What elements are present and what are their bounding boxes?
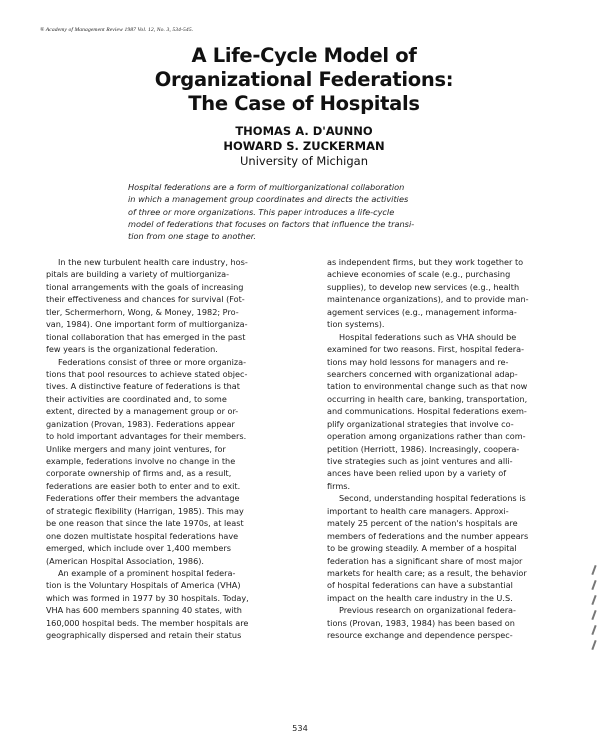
text-line: An example of a prominent hospital federa- xyxy=(58,567,236,578)
text-line: 160,000 hospital beds. The member hospitals are xyxy=(46,617,249,628)
text-line: tion is the Voluntary Hospitals of America (VHA) xyxy=(46,580,241,591)
text-line: federation has a significant share of most major xyxy=(327,555,523,566)
text-line: (American Hospital Association, 1986). xyxy=(46,555,205,566)
text-line: ganization (Provan, 1983). Federations appear xyxy=(46,418,235,429)
author-block xyxy=(0,124,600,169)
author-affiliation: University of Michigan xyxy=(240,154,368,168)
text-line: one dozen multistate hospital federations have xyxy=(46,530,239,541)
text-line: operation among organizations rather than com- xyxy=(327,431,526,442)
text-line: petition (Herriott, 1986). Increasingly, coopera- xyxy=(327,443,520,454)
text-line: Previous research on organizational federa- xyxy=(339,605,516,616)
text-line: tional arrangements with the goals of increasing xyxy=(46,281,244,292)
text-line: examined for two reasons. First, hospital federa- xyxy=(327,344,525,355)
text-line: agement services (e.g., management informa- xyxy=(327,306,517,317)
text-line: tions may hold lessons for managers and re- xyxy=(327,356,509,367)
text-line: Unlike mergers and many joint ventures, for xyxy=(46,443,226,454)
text-line: plify organizational strategies that involve co- xyxy=(327,418,514,429)
text-line: occurring in health care, banking, transportation, xyxy=(327,393,528,404)
text-line: to be growing steadily. A member of a hospital xyxy=(327,543,517,554)
text-line: tives. A distinctive feature of federations is that xyxy=(46,381,240,392)
text-line: Federations offer their members the advantage xyxy=(46,493,240,504)
article-title xyxy=(0,44,600,116)
text-line: ances have been relied upon by a variety of xyxy=(327,468,507,479)
text-line: tions that pool resources to achieve stated objec- xyxy=(46,368,248,379)
text-line: emerged, which include over 1,400 members xyxy=(46,543,231,554)
text-line: supplies), to develop new services (e.g., health xyxy=(327,281,520,292)
abstract-line: model of federations that focuses on factors that influence the transi- xyxy=(128,218,415,229)
body-column-left xyxy=(46,256,308,642)
text-line: their activities are coordinated and, to some xyxy=(46,393,227,404)
abstract xyxy=(128,181,536,242)
text-line: of hospital federations can have a substantial xyxy=(327,580,513,591)
text-line: and communications. Hospital federations exem- xyxy=(327,406,527,417)
text-line: to hold important advantages for their members. xyxy=(46,431,247,442)
text-line: corporate ownership of firms and, as a result, xyxy=(46,468,232,479)
abstract-line: of three or more organizations. This paper introduces a life-cycle xyxy=(128,206,395,217)
text-line: resource exchange and dependence perspec- xyxy=(327,630,513,641)
text-line: extent, directed by a management group or or- xyxy=(46,406,239,417)
text-line: as independent firms, but they work together to xyxy=(327,257,524,267)
title-line: A Life-Cycle Model of xyxy=(191,44,417,67)
text-line: geographically dispersed and retain their status xyxy=(46,630,242,641)
text-line: firms. xyxy=(327,480,351,491)
page-number: 534 xyxy=(292,723,308,733)
text-line: mately 25 percent of the nation's hospitals are xyxy=(327,518,518,529)
text-line: tive strategies such as joint ventures and alli- xyxy=(327,456,513,466)
text-line: VHA has 600 members spanning 40 states, with xyxy=(46,605,242,616)
abstract-line: tion from one stage to another. xyxy=(128,231,256,242)
journal-citation: ® Academy of Management Review 1987 Vol. 12, No. 3, 534-545. xyxy=(40,27,194,33)
text-line: tions (Provan, 1983, 1984) has been based on xyxy=(327,617,515,628)
text-line: impact on the health care industry in the U.S. xyxy=(327,592,513,603)
text-line: searchers concerned with organizational adap- xyxy=(327,368,518,379)
text-line: Second, understanding hospital federations is xyxy=(339,493,526,504)
text-line: maintenance organizations), and to provide man- xyxy=(327,294,529,305)
body-column-right xyxy=(327,256,589,642)
text-line: of strategic flexibility (Harrigan, 1985). This may xyxy=(46,505,244,516)
text-line: which was formed in 1977 by 30 hospitals. Today, xyxy=(46,592,249,603)
text-line: few years is the organizational federation. xyxy=(46,344,218,355)
author-name: HOWARD S. ZUCKERMAN xyxy=(223,139,385,153)
text-line: van, 1984). One important form of multiorganiza- xyxy=(46,319,248,330)
abstract-line: in which a management group coordinates and directs the activities xyxy=(128,194,409,205)
text-line: federations are easier both to enter and to exit. xyxy=(46,480,241,491)
text-line: Hospital federations such as VHA should be xyxy=(339,331,517,342)
text-line: tional collaboration that has emerged in the past xyxy=(46,331,246,342)
text-line: tion systems). xyxy=(327,319,385,330)
text-line: Federations consist of three or more organiza- xyxy=(58,356,247,367)
text-line: pitals are building a variety of multiorganiza- xyxy=(46,269,230,280)
text-line: example, federations involve no change in the xyxy=(46,456,236,466)
text-line: tler, Schermerhorn, Wong, & Money, 1982; Pro- xyxy=(46,306,239,317)
margin-scribble xyxy=(590,560,598,710)
title-line: The Case of Hospitals xyxy=(188,92,420,115)
text-line: achieve economies of scale (e.g., purchasing xyxy=(327,269,511,280)
text-line: their effectiveness and chances for survival (Fot- xyxy=(46,294,245,305)
text-line: be one reason that since the late 1970s, at least xyxy=(46,518,244,529)
text-line: members of federations and the number appears xyxy=(327,530,529,541)
author-name: THOMAS A. D'AUNNO xyxy=(235,124,373,138)
abstract-line: Hospital federations are a form of multiorganizational collaboration xyxy=(128,182,405,192)
text-line: tation to environmental change such as that now xyxy=(327,381,528,392)
text-line: markets for health care; as a result, the behavior xyxy=(327,567,527,578)
text-line: In the new turbulent health care industry, hos- xyxy=(58,257,248,267)
title-line: Organizational Federations: xyxy=(154,68,454,91)
text-line: important to health care managers. Approxi- xyxy=(327,505,509,516)
